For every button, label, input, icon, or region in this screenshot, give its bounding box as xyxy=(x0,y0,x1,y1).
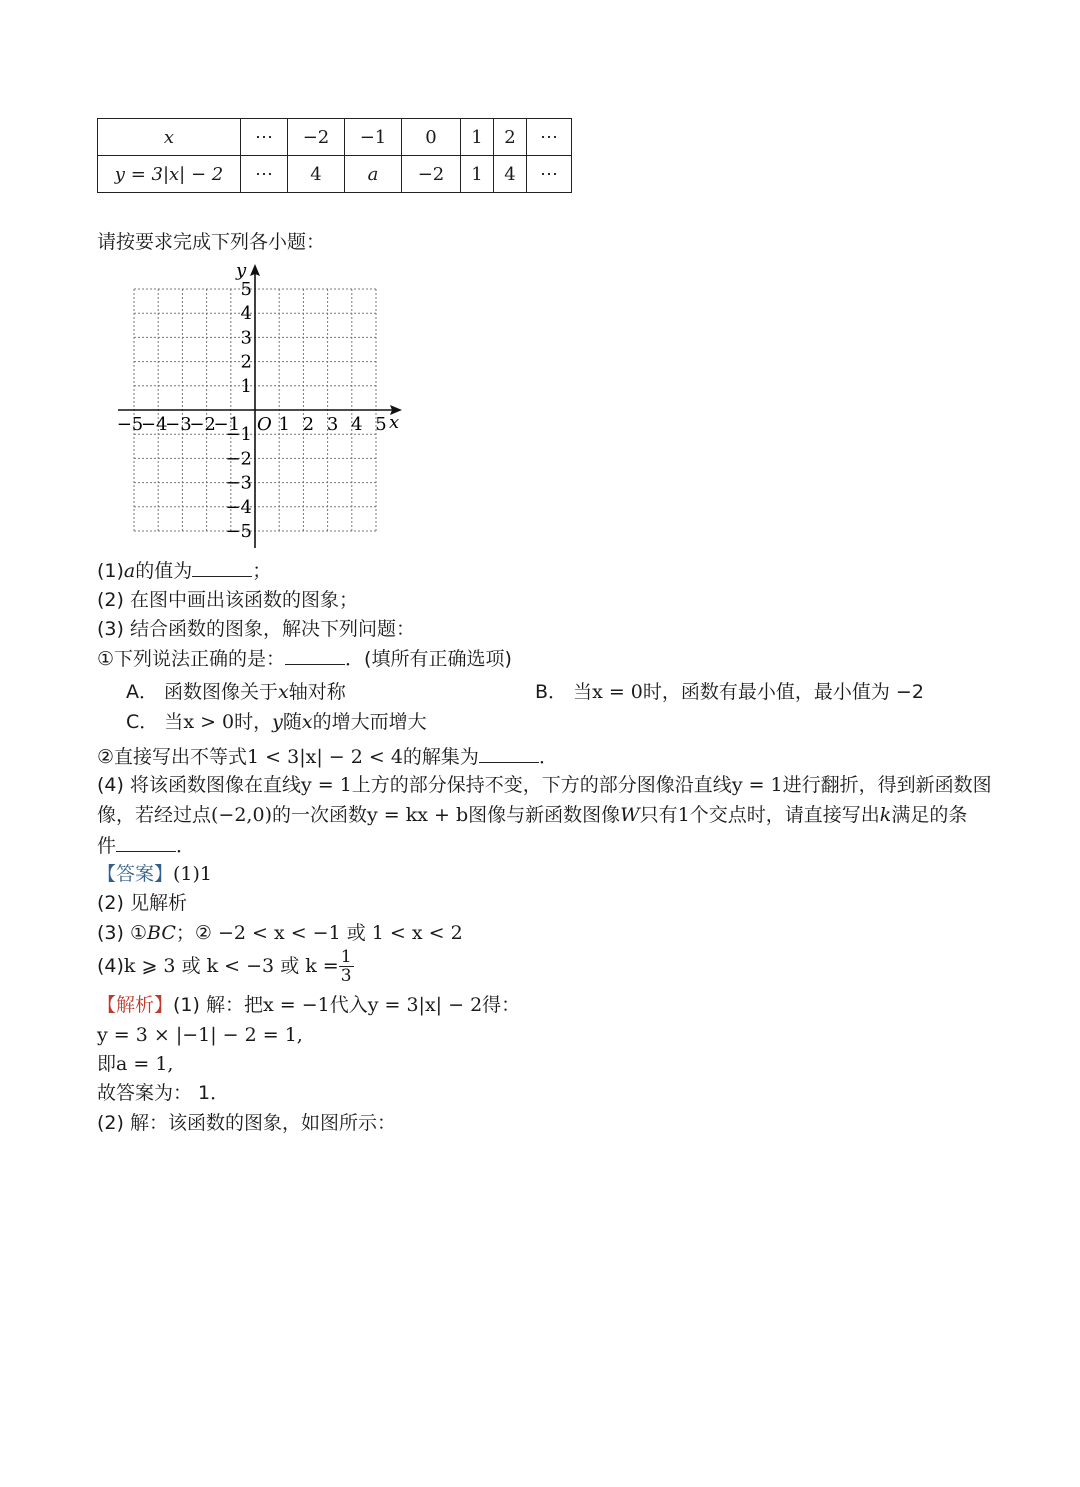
table-cell: ⋯ xyxy=(527,119,572,156)
question-4-line2 xyxy=(97,803,967,827)
answer-3-math: −2 < x < −1 xyxy=(217,922,341,944)
analysis-math: y = 3|x| − 2 xyxy=(367,994,483,1016)
answer-3-math: 1 < x < 2 xyxy=(371,922,463,944)
q4-text: 图像与新函数图像 xyxy=(468,804,621,826)
answer-blank xyxy=(285,646,345,665)
table-cell: −1 xyxy=(345,119,402,156)
analysis-text: 代入 xyxy=(329,994,368,1016)
y-tick-label: −5 xyxy=(225,521,252,542)
fraction-numerator: 1 xyxy=(340,947,352,967)
answer-4-math: k = xyxy=(305,955,339,977)
x-axis-label: x xyxy=(389,412,400,433)
question-3: (3) 结合函数的图象，解决下列问题： xyxy=(97,618,415,640)
table-cell: 4 xyxy=(494,156,527,193)
x-tick-label: −5 xyxy=(116,414,144,435)
x-tick-label: 4 xyxy=(351,414,363,435)
q4-text: 的一次函数 xyxy=(271,804,367,826)
analysis-tag: 【解析】 xyxy=(97,994,174,1016)
value-table xyxy=(97,118,572,193)
analysis-4: 故答案为： 1． xyxy=(97,1082,230,1104)
q4-text: 满足的条 xyxy=(891,804,968,826)
y-tick-label: 3 xyxy=(240,327,252,349)
q4-text: 只有 xyxy=(639,804,678,826)
q4-text: 件 xyxy=(97,835,117,857)
answer-2: (2) 见解析 xyxy=(97,892,187,914)
answer-4-math: k < −3 xyxy=(206,955,275,977)
table-row xyxy=(98,156,572,193)
table-cell: x xyxy=(98,119,241,156)
origin-label: O xyxy=(257,414,272,435)
option-c-mid2: 随 xyxy=(282,711,302,733)
option-c-end: 的增大而增大 xyxy=(312,711,427,733)
fraction-denominator: 3 xyxy=(340,966,352,986)
q4-math: y = 1 xyxy=(300,774,352,796)
question-4-line1 xyxy=(97,773,992,797)
answer-4-text: 或 xyxy=(175,955,207,977)
answer-4-math: k ⩾ 3 xyxy=(123,955,176,977)
q4-var: k xyxy=(879,804,892,826)
q4-math: y = 1 xyxy=(731,774,783,796)
x-tick-label: 2 xyxy=(302,414,315,435)
q3-2-text: ②直接写出不等式 xyxy=(97,746,248,768)
fraction-one-third xyxy=(339,948,354,985)
analysis-math: a = 1, xyxy=(116,1053,174,1075)
q1-prefix: (1) xyxy=(97,560,124,582)
table-cell: 1 xyxy=(461,119,494,156)
answer-3-bc: BC xyxy=(147,922,176,944)
x-tick-label: 5 xyxy=(375,414,387,435)
q4-end: ． xyxy=(176,835,196,857)
answer-blank xyxy=(116,833,176,852)
table-cell: 4 xyxy=(288,156,345,193)
q4-math: y = kx + b xyxy=(367,804,469,826)
x-tick-label: 1 xyxy=(278,414,290,435)
analysis-5: (2) 解：该函数的图象，如图所示： xyxy=(97,1112,396,1134)
table-cell: ⋯ xyxy=(527,156,572,193)
y-tick-label: −1 xyxy=(225,424,252,446)
q1-text: 的值为 xyxy=(135,560,193,582)
analysis-math: x = −1 xyxy=(262,994,330,1016)
table-cell: −2 xyxy=(402,156,461,193)
answer-4-text: (4) xyxy=(97,955,124,977)
x-tick-label: −2 xyxy=(189,414,216,435)
analysis-text: (1) 解：把 xyxy=(173,994,263,1016)
question-1 xyxy=(97,558,271,583)
table-cell: ⋯ xyxy=(241,156,288,193)
option-c xyxy=(126,710,427,734)
y-tick-label: −3 xyxy=(225,472,252,494)
table-cell: 0 xyxy=(402,119,461,156)
answer-3-text: 或 xyxy=(340,922,372,944)
y-tick-label: −4 xyxy=(225,496,252,518)
answer-blank xyxy=(192,558,252,577)
y-tick-label: 1 xyxy=(240,375,252,397)
q3-2-post: 的解集为 xyxy=(402,746,479,768)
q3-1-text: ①下列说法正确的是： xyxy=(97,648,286,670)
q4-var: W xyxy=(620,804,640,826)
table-cell: −2 xyxy=(288,119,345,156)
q4-text: 像，若经过点 xyxy=(97,804,212,826)
question-4-line3 xyxy=(97,833,195,858)
answer-tag: 【答案】 xyxy=(97,863,174,885)
x-tick-label: 3 xyxy=(326,414,339,435)
table-cell: 1 xyxy=(461,156,494,193)
q4-math: 1 xyxy=(677,804,690,826)
answer-4 xyxy=(97,946,354,986)
table-row xyxy=(98,119,572,156)
option-c-mid: 时， xyxy=(234,711,273,733)
option-c-var: y xyxy=(272,711,283,733)
y-axis-label: y xyxy=(236,260,247,281)
table-cell: 2 xyxy=(494,119,527,156)
q4-text: 个交点时，请直接写出 xyxy=(689,804,880,826)
answer-3-text: (3) ① xyxy=(97,922,147,944)
analysis-3 xyxy=(97,1052,173,1076)
table-cell: a xyxy=(345,156,402,193)
analysis-text: 得： xyxy=(482,994,521,1016)
y-tick-label: 2 xyxy=(240,351,252,373)
option-a-end: 轴对称 xyxy=(288,681,346,703)
option-b-math: x = 0 xyxy=(592,681,643,703)
q4-text: (4) 将该函数图像在直线 xyxy=(97,774,301,796)
q1-var: a xyxy=(123,560,136,582)
option-c-math: x > 0 xyxy=(183,711,235,733)
option-c-var2: x xyxy=(301,711,313,733)
option-a-text: A． 函数图像关于 xyxy=(126,681,279,703)
q1-end: ； xyxy=(252,560,272,582)
q3-1-note: ．(填所有正确选项) xyxy=(345,648,512,670)
q4-text: 上方的部分保持不变，下方的部分图像沿直线 xyxy=(351,774,732,796)
question-2: (2) 在图中画出该函数的图象； xyxy=(97,589,358,611)
q4-math: (−2,0) xyxy=(211,804,272,826)
answer-3-text: ；② xyxy=(175,922,218,944)
coordinate-grid xyxy=(110,258,410,553)
x-tick-label: −1 xyxy=(213,414,241,435)
table-cell: ⋯ xyxy=(241,119,288,156)
analysis-text: 即 xyxy=(97,1053,117,1075)
option-c-text: C． 当 xyxy=(126,711,184,733)
q3-2-math: 1 < 3|x| − 2 < 4 xyxy=(247,746,403,768)
option-a xyxy=(126,680,346,704)
analysis-2: y = 3 × |−1| − 2 = 1, xyxy=(97,1024,303,1046)
q3-2-end: ． xyxy=(538,746,558,768)
option-b-end: 时，函数有最小值，最小值为 −2 xyxy=(642,681,924,703)
q4-text: 进行翻折，得到新函数图 xyxy=(782,774,992,796)
question-3-1 xyxy=(97,646,512,671)
y-tick-label: 5 xyxy=(240,279,252,300)
answer-4-text: 或 xyxy=(274,955,306,977)
x-tick-label: −3 xyxy=(165,414,192,435)
intro-text: 请按要求完成下列各小题： xyxy=(97,231,326,253)
y-tick-label: −2 xyxy=(225,448,252,470)
answer-heading xyxy=(97,862,212,886)
table-cell: y = 3|x| − 2 xyxy=(98,156,241,193)
y-tick-label: 4 xyxy=(240,303,252,325)
option-b xyxy=(535,680,924,704)
x-tick-label: −4 xyxy=(140,414,168,435)
option-a-var: x xyxy=(278,681,289,703)
option-b-text: B． 当 xyxy=(535,681,593,703)
answer-blank xyxy=(479,744,539,763)
analysis-1 xyxy=(97,993,520,1017)
answer-1: (1)1 xyxy=(173,863,213,885)
question-3-2 xyxy=(97,744,558,769)
answer-3 xyxy=(97,921,463,945)
